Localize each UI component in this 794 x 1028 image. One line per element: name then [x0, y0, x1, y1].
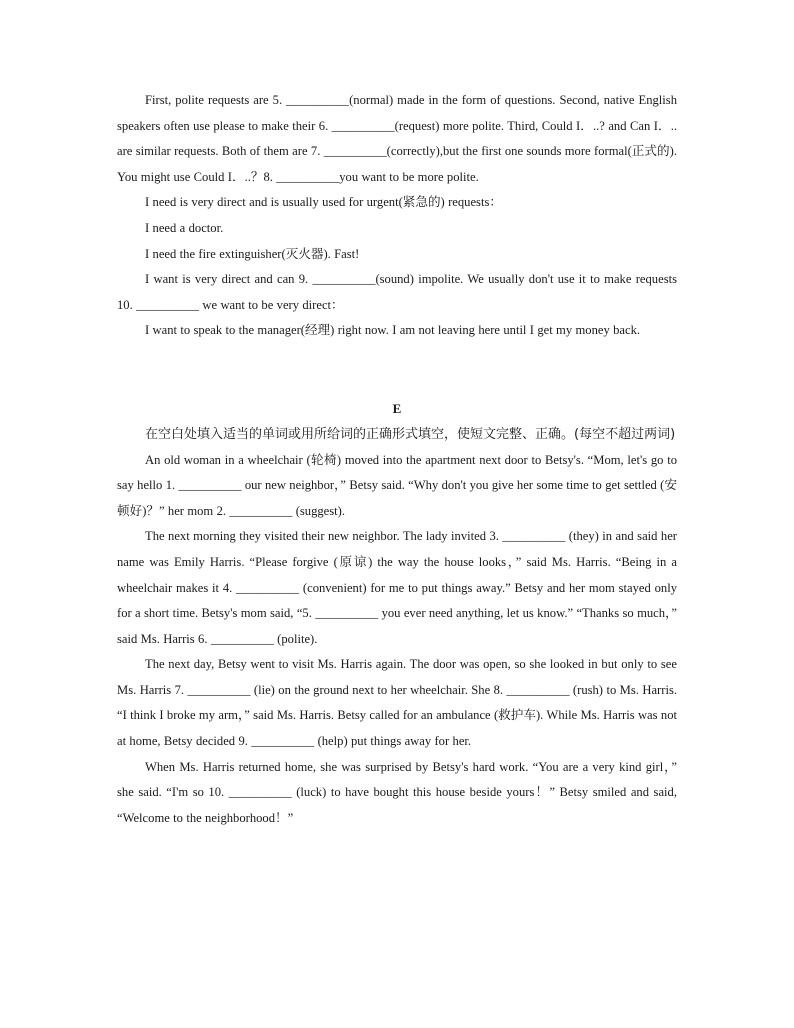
- paragraph-2: The next morning they visited their new neighbor. The lady invited 3. __________ (they) in and said her name was Emily Harris. “Please forgive (原谅) the way the house looks，” said Ms. Harris. “Being in a wheelchair makes it 4. __________ (convenient) for me to put things away.” Betsy and her mom stayed only for a short time. Betsy's mom said, “5. __________ you ever need anything, let us know.” “Thanks so much，” said Ms. Harris 6. __________ (polite).: [117, 529, 677, 646]
- section-e: [117, 396, 677, 832]
- section-title: E: [392, 400, 402, 416]
- paragraph-4: When Ms. Harris returned home, she was surprised by Betsy's hard work. “You are a very kind girl，” she said. “I'm so 10. __________ (luck) to have bought this house beside yours！” Betsy smiled and said, “Welcome to the neighborhood！”: [117, 759, 677, 825]
- paragraph-1: An old woman in a wheelchair (轮椅) moved into the apartment next door to Betsy's. “Mom, let's go to say hello 1. __________ our new neighbor，” Betsy said. “Why don't you give her some time to get settled (安顿好)？” her mom 2. __________ (suggest).: [117, 452, 677, 518]
- paragraph-polite-requests: First, polite requests are 5. __________(normal) made in the form of questions. Second, native English speakers often use please to make their 6. __________(request) more polite. Third, Could I．..? and Can I．.. are similar requests. Both of them are 7. __________(correctly),but the first one sounds more formal(正式的). You might use Could I．..？8. __________you want to be more polite.: [117, 93, 677, 184]
- example-need-doctor: I need a doctor.: [145, 220, 224, 235]
- section-instruction: 在空白处填入适当的单词或用所给词的正确形式填空，使短文完整、正确。(每空不超过两词): [145, 426, 676, 442]
- paragraph-i-need: I need is very direct and is usually used for urgent(紧急的) requests：: [145, 195, 502, 210]
- document-page: [117, 88, 677, 831]
- example-want-manager: I want to speak to the manager(经理) right now. I am not leaving here until I get my money back.: [145, 323, 641, 338]
- paragraph-i-want: I want is very direct and can 9. __________(sound) impolite. We usually don't use it to make requests 10. __________ we want to be very direct：: [117, 272, 677, 312]
- section-spacer: [117, 344, 677, 396]
- paragraph-3: The next day, Betsy went to visit Ms. Harris again. The door was open, so she looked in but only to see Ms. Harris 7. __________ (lie) on the ground next to her wheelchair. She 8. __________ (rush) to Ms. Harris. “I think I broke my arm，” said Ms. Harris. Betsy called for an ambulance (救护车). While Ms. Harris was not at home, Betsy decided 9. __________ (help) put things away for her.: [117, 657, 677, 749]
- section-d-passage: [117, 88, 677, 344]
- example-need-extinguisher: I need the fire extinguisher(灭火器). Fast!: [145, 246, 360, 261]
